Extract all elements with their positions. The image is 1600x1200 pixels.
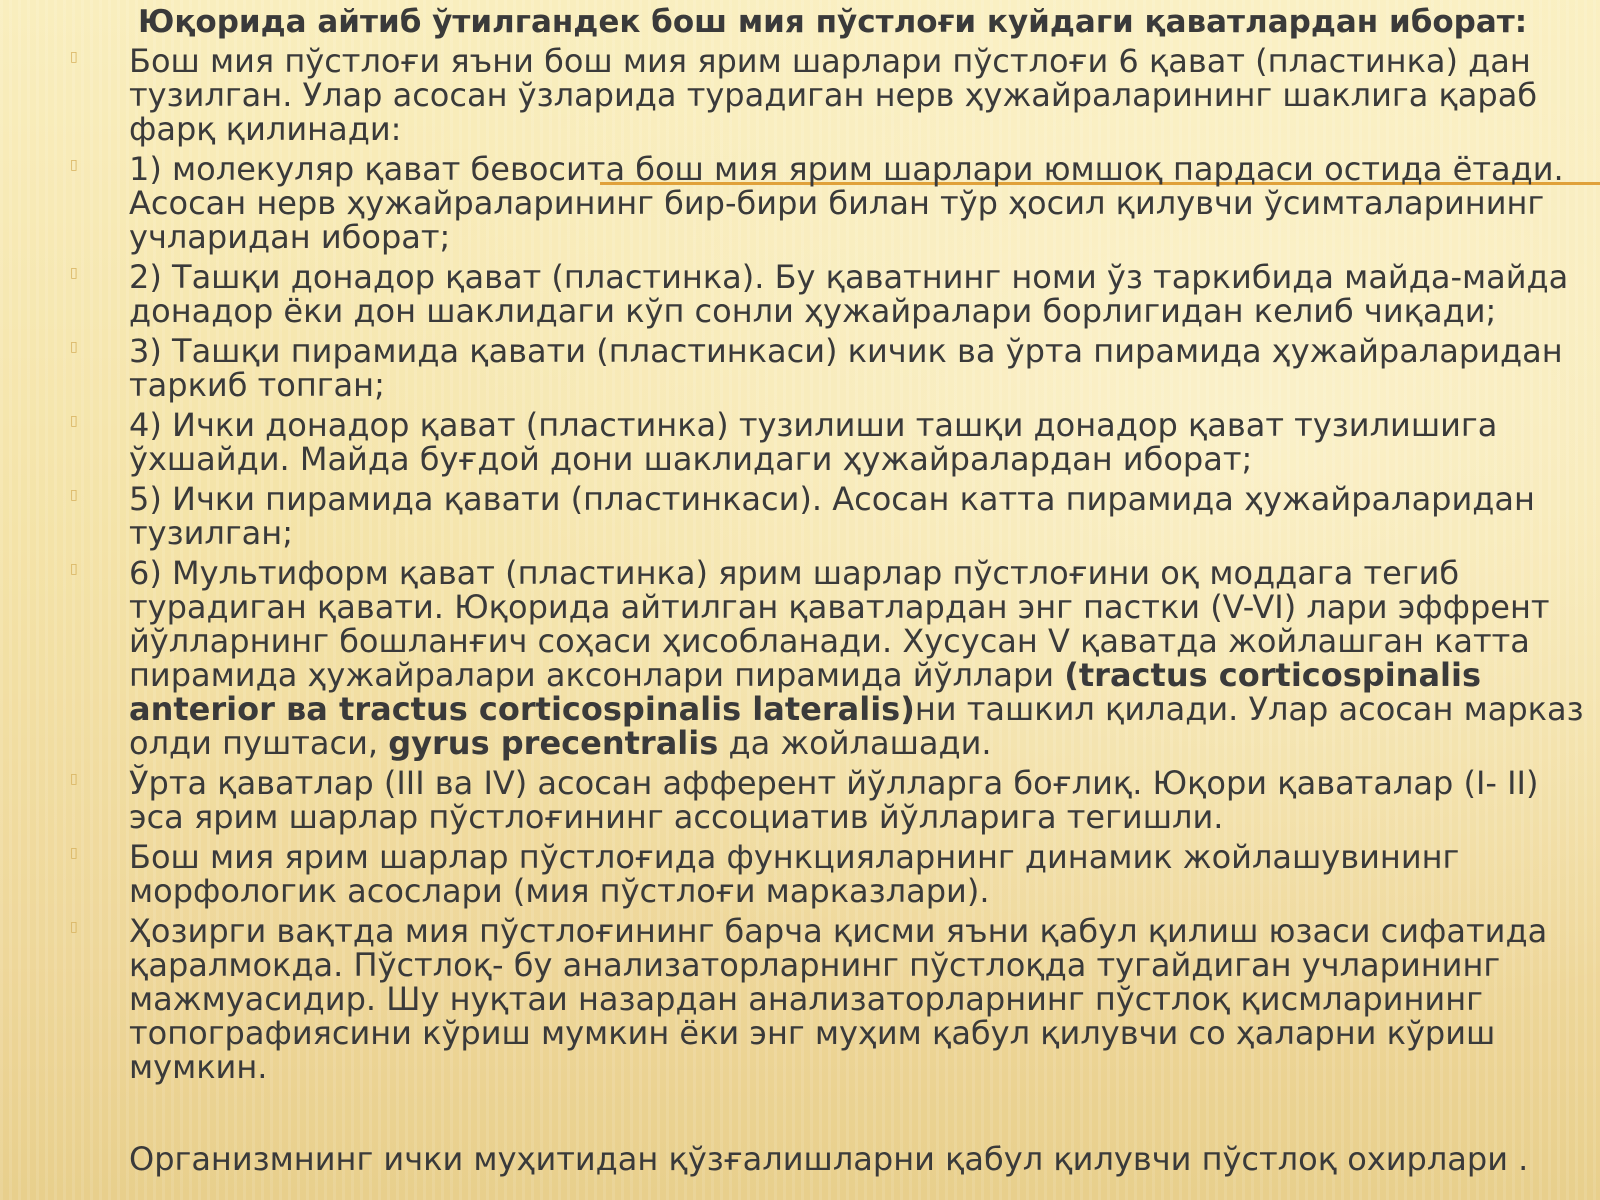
bullet-text: 5) Ички пирамида қавати (пластинкаси). Асосан катта пирамида ҳужайраларидан тузилган; [129,480,1535,552]
bullet-item-analyzers [0,914,1600,1084]
bullet-item-layer-4 [0,408,1600,476]
bullet-text: 3) Ташқи пирамида қавати (пластинкаси) кичик ва ўрта пирамида ҳужайраларидан таркиб топган; [129,332,1563,404]
bullet-icon: ▯ [70,339,78,355]
bullet-item-layer-1 [0,152,1600,254]
bullet-text: Бош мия пўстлоғи яъни бош мия ярим шарлари пўстлоғи 6 қават (пластинка) дан тузилган. Улар асосан ўзларида турадиган нерв ҳужайраларининг шаклига қараб фарқ қилинади: [129,42,1538,148]
bullet-list [0,44,1600,1090]
bullet-icon: ▯ [70,845,78,861]
bullet-icon: ▯ [70,487,78,503]
bullet-text: 4) Ички донадор қават (пластинка) тузилиши ташқи донадор қават тузилишига ўхшайди. Майда буғдой дони шаклидаги ҳужайралардан иборат; [129,406,1498,478]
bullet-item-layer-5 [0,482,1600,550]
bullet-text: Бош мия ярим шарлар пўстлоғида функцияларнинг динамик жойлашувининг морфологик асослари (мия пўстлоғи марказлари). [129,838,1460,910]
bullet-icon: ▯ [70,413,78,429]
bullet-item-layer-3 [0,334,1600,402]
bullet-icon: ▯ [70,561,78,577]
bullet-item-intro [0,44,1600,146]
bullet-text-part2: ни ташкил қилади. Улар асосан марказ олди пуштаси, [129,690,1584,762]
bullet-icon: ▯ [70,771,78,787]
bullet-text-bold-tracts: (tractus corticospinalis anterior ва tractus corticospinalis lateralis) [129,656,1482,728]
bullet-item-localization [0,840,1600,908]
bullet-text-part3: да жойлашади. [718,724,992,762]
bullet-text-part1: 6) Мультиформ қават (пластинка) ярим шарлар пўстлоғини оқ моддага тегиб турадиган қавати. Юқорида айтилган қаватлардан энг пастки (V-VI) лари эффрент йўлларнинг бошланғич соҳаси ҳисобланади. Хусусан V қаватда жойлашган катта пирамида ҳужайралари аксонлари пирамида йўллари [129,554,1550,694]
bullet-text: Ҳозирги вақтда мия пўстлоғининг барча қисми яъни қабул қилиш юзаси сифатида қаралмокда. Пўстлоқ- бу анализаторларнинг пўстлоқда тугайдиган учларининг мажмуасидир. Шу нуқтаи назардан анализаторларнинг пўстлоқ қисмларининг топографиясини кўриш мумкин ёки энг муҳим қабул қилувчи со ҳаларни кўриш мумкин. [129,912,1548,1086]
bullet-icon: ▯ [70,265,78,281]
slide-title: Юқорида айтиб ўтилгандек бош мия пўстлоғи куйдаги қаватлардан иборат: [138,4,1528,40]
bullet-text-bold-gyrus: gyrus precentralis [388,724,719,762]
bullet-icon: ▯ [70,49,78,65]
bullet-icon: ▯ [70,157,78,173]
bullet-item-middle-layers [0,766,1600,834]
bullet-text: 2) Ташқи донадор қават (пластинка). Бу қаватнинг номи ўз таркибида майда-майда донадор ёки дон шаклидаги кўп сонли ҳужайралари борлигидан келиб чиқади; [129,258,1569,330]
bullet-item-layer-2 [0,260,1600,328]
closing-line: Организмнинг ички муҳитидан қўзғалишларни қабул қилувчи пўстлоқ охирлари . [129,1140,1529,1178]
bullet-text: 1) молекуляр қават бевосита бош мия ярим шарлари юмшоқ пардаси остида ётади. Асосан нерв ҳужайраларининг бир-бири билан тўр ҳосил қилувчи ўсимталарининг учларидан иборат; [129,150,1564,256]
bullet-text: Ўрта қаватлар (III ва IV) асосан афферент йўлларга боғлиқ. Юқори қаваталар (I- II) эса ярим шарлар пўстлоғининг ассоциатив йўлларига тегишли. [129,764,1539,836]
bullet-item-layer-6 [0,556,1600,760]
bullet-icon: ▯ [70,919,78,935]
